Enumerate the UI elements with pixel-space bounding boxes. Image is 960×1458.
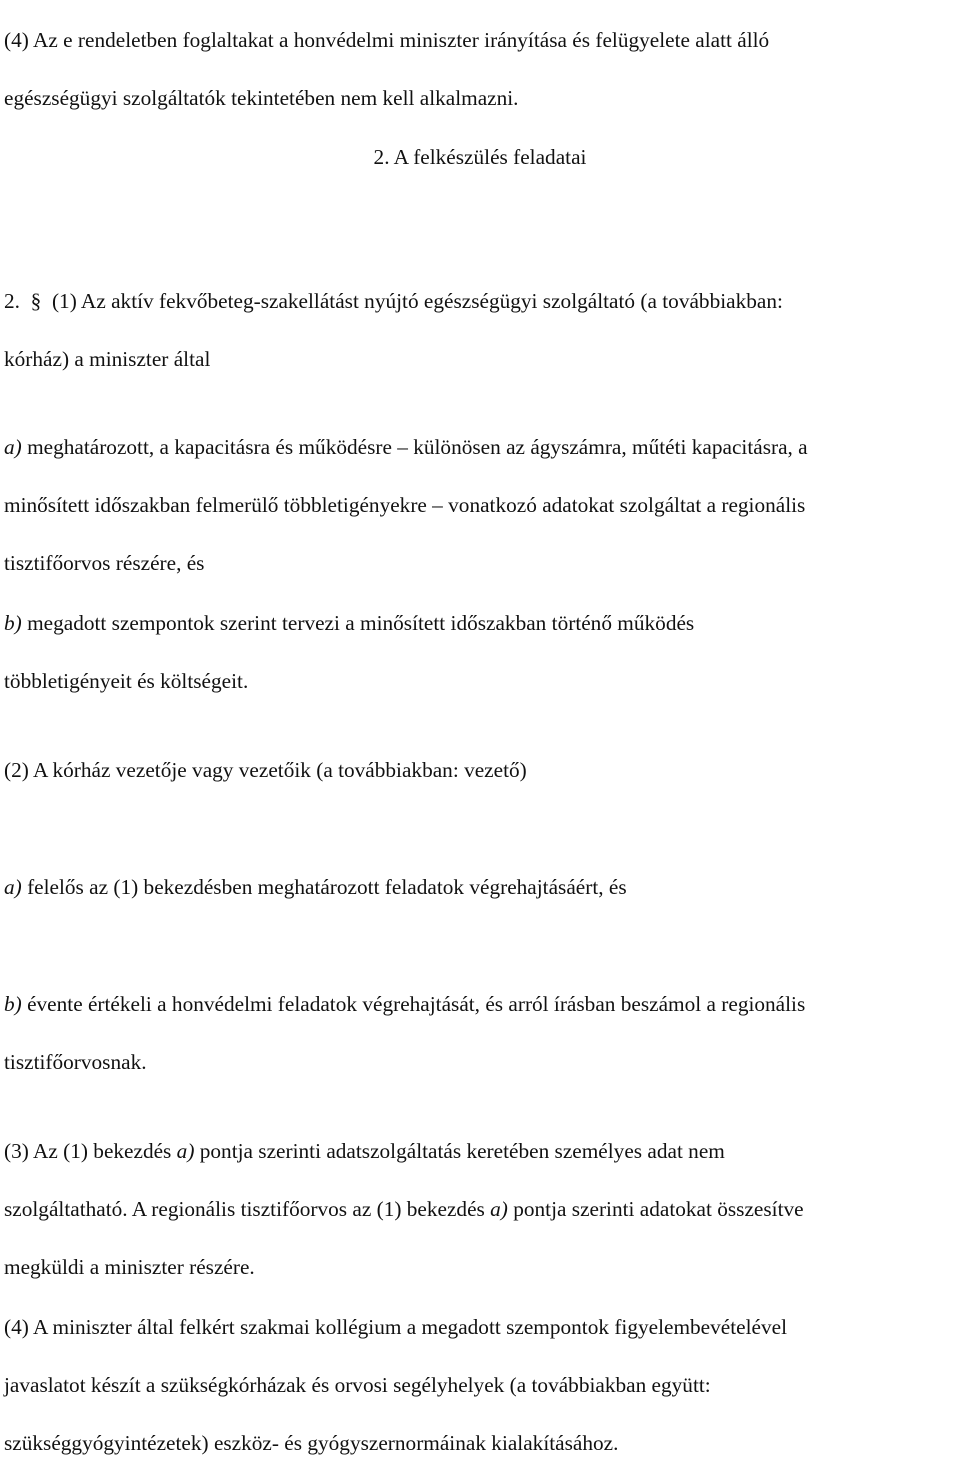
point-marker: a) (4, 435, 22, 459)
section-heading: 2. A felkészülés feladatai (373, 145, 587, 169)
text-line: évente értékeli a honvédelmi feladatok végrehajtását, és arról írásban beszámol a regionális (27, 992, 806, 1016)
text-line: (2) A kórház vezetője vagy vezetőik (a továbbiakban: vezető) (4, 758, 527, 782)
text-line: többletigényeit és költségeit. (4, 669, 249, 693)
section-2-paragraph-1 (4, 258, 958, 374)
text-line: tisztifőorvos részére, és (4, 551, 205, 575)
text-line: megadott szempontok szerint tervezi a minősített időszakban történő működés (27, 611, 695, 635)
text-run: pontja szerinti adatszolgáltatás keretében személyes adat nem (199, 1139, 725, 1163)
section-number: 2. (4, 289, 20, 313)
text-line: (4) Az e rendeletben foglaltakat a honvédelmi miniszter irányítása és felügyelete alatt álló (4, 28, 770, 52)
text-line: javaslatot készít a szükségkórházak és orvosi segélyhelyek (a továbbiakban együtt: (4, 1373, 711, 1397)
paragraph-4-college (4, 1284, 958, 1458)
text-line: minősített időszakban felmerülő többletigényekre – vonatkozó adatokat szolgáltat a regionális (4, 493, 806, 517)
point-reference: a) (176, 1139, 195, 1163)
text-line: tisztifőorvosnak. (4, 1050, 147, 1074)
paragraph-4-exception (4, 0, 958, 113)
point-marker: a) (4, 875, 22, 899)
point-b-annual-report (4, 961, 958, 1077)
point-a-responsibility (4, 844, 958, 902)
text-line: egészségügyi szolgáltatók tekintetében nem kell alkalmazni. (4, 86, 519, 110)
text-run: szolgáltatható. A regionális tisztifőorvos az (1) bekezdés (4, 1197, 485, 1221)
paragraph-2-manager (4, 727, 958, 785)
paragraph-3-personal-data (4, 1108, 958, 1282)
point-marker: b) (4, 992, 22, 1016)
text-line: meghatározott, a kapacitásra és működésre – különösen az ágyszámra, műtéti kapacitásra, a (27, 435, 808, 459)
point-b-planning (4, 580, 958, 696)
text-line: megküldi a miniszter részére. (4, 1255, 255, 1279)
text-line: kórház) a miniszter által (4, 347, 211, 371)
section-sign: § (30, 289, 42, 313)
point-a-data-provision (4, 404, 958, 578)
point-reference: a) (490, 1197, 508, 1221)
text-run: pontja szerinti adatokat összesítve (513, 1197, 804, 1221)
text-line: (1) Az aktív fekvőbeteg-szakellátást nyújtó egészségügyi szolgáltató (a továbbiakban: (51, 289, 783, 313)
text-run: (3) Az (1) bekezdés (4, 1139, 172, 1163)
text-line: (4) A miniszter által felkért szakmai kollégium a megadott szempontok figyelembevételével (4, 1315, 787, 1339)
text-line: szükséggyógyintézetek) eszköz- és gyógyszernormáinak kialakításához. (4, 1431, 619, 1455)
text-line: felelős az (1) bekezdésben meghatározott feladatok végrehajtásáért, és (27, 875, 627, 899)
point-marker: b) (4, 611, 22, 635)
